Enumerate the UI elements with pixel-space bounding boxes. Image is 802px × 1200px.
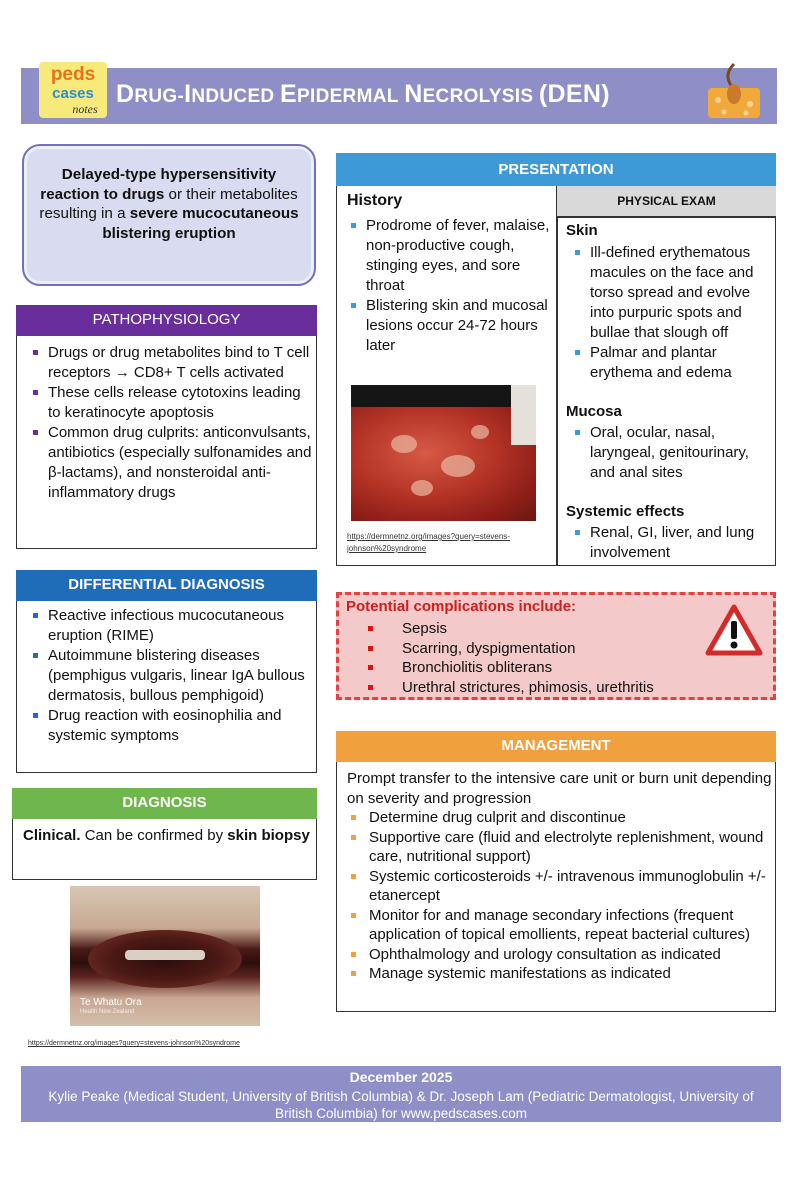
title-initial: N: [404, 80, 423, 108]
list-item: Manage systemic manifestations as indicated: [347, 964, 772, 984]
page-title: [116, 80, 610, 109]
physical-exam-heading: PHYSICAL EXAM: [557, 186, 776, 216]
diagnosis-heading: DIAGNOSIS: [12, 788, 317, 819]
list-item: Autoimmune blistering diseases (pemphigus vulgaris, linear IgA bullous dermatosis, bullous pemphigoid): [24, 646, 316, 706]
skin-lesion-photo: [351, 385, 536, 521]
photo-watermark: Te Whatu Ora: [80, 997, 142, 1008]
title-rest: ECROLYSIS: [422, 86, 539, 107]
list-item: Monitor for and manage secondary infections (frequent application of topical emollients, repeat bacterial cultures): [347, 906, 772, 945]
management-heading: MANAGEMENT: [336, 731, 776, 762]
list-item: Renal, GI, liver, and lung involvement: [566, 523, 774, 563]
skin-list: [566, 243, 774, 383]
management-intro: Prompt transfer to the intensive care unit or burn unit depending on severity and progression: [347, 770, 772, 807]
list-item: Urethral strictures, phimosis, urethritis: [356, 678, 696, 698]
definition-bold-2: severe mucocutaneous blistering eruption: [102, 205, 299, 242]
logo-cases: cases: [52, 85, 94, 102]
history-list: [342, 216, 554, 356]
skin-photo-link[interactable]: https://dermnetnz.org/images?query=stevens-johnson%20syndrome: [347, 532, 510, 553]
logo-notes: notes: [72, 102, 98, 116]
presentation-heading: PRESENTATION: [336, 153, 776, 186]
footer-credits: Kylie Peake (Medical Student, University of British Columbia) & Dr. Joseph Lam (Pediatric Dermatologist, University of British Columbia) for www.pedscases.com: [48, 1089, 754, 1121]
list-item: These cells release cytotoxins leading to keratinocyte apoptosis: [24, 383, 316, 423]
list-item: Sepsis: [356, 619, 696, 639]
list-item: Common drug culprits: anticonvulsants, antibiotics (especially sulfonamides and β-lactams), and nonsteroidal anti-inflammatory drugs: [24, 423, 316, 503]
pathophysiology-list: [24, 343, 316, 503]
complications-heading: Potential complications include:: [346, 598, 577, 615]
list-item: Supportive care (fluid and electrolyte replenishment, wound care, nutritional support): [347, 828, 772, 867]
list-item: Reactive infectious mucocutaneous eruption (RIME): [24, 606, 316, 646]
skin-heading: Skin: [566, 222, 598, 239]
list-item: Blistering skin and mucosal lesions occur 24-72 hours later: [342, 296, 554, 356]
management-list: [347, 808, 772, 984]
complications-list: [356, 619, 696, 697]
history-heading: History: [347, 192, 403, 209]
list-item: Scarring, dyspigmentation: [356, 639, 696, 659]
diagnosis-bold-2: skin biopsy: [227, 827, 310, 844]
differential-list: [24, 606, 316, 746]
title-rest: NDUCED: [191, 86, 281, 107]
title-initial: D: [116, 80, 135, 108]
differential-heading: DIFFERENTIAL DIAGNOSIS: [16, 570, 317, 601]
list-item: Ophthalmology and urology consultation as indicated: [347, 945, 772, 965]
list-item: Ill-defined erythematous macules on the face and torso spread and evolve into purpuric spots and bullae that slough off: [566, 243, 774, 343]
systemic-effects-list: [566, 523, 774, 563]
footer-date: December 2025: [349, 1069, 453, 1085]
list-item: Determine drug culprit and discontinue: [347, 808, 772, 828]
list-item: Prodrome of fever, malaise, non-productive cough, stinging eyes, and sore throat: [342, 216, 554, 296]
definition-bold-1: Delayed-type hypersensitivity reaction to drugs: [40, 166, 277, 203]
definition-text: [38, 165, 300, 243]
systemic-effects-heading: Systemic effects: [566, 503, 685, 520]
title-initial: (DEN): [538, 80, 610, 108]
hair-follicle-icon: [704, 60, 764, 122]
diagnosis-text: [23, 826, 311, 846]
physical-exam-divider: [557, 216, 776, 218]
title-rest: PIDERMAL: [297, 86, 405, 107]
list-item: Palmar and plantar erythema and edema: [566, 343, 774, 383]
diagnosis-bold-1: Clinical.: [23, 827, 81, 844]
column-divider: [556, 186, 558, 566]
definition-normal: or their metabolites resulting in a: [39, 185, 298, 222]
list-item: Drugs or drug metabolites bind to T cell receptors → CD8+ T cells activated: [24, 343, 316, 383]
list-item: Drug reaction with eosinophilia and systemic symptoms: [24, 706, 316, 746]
lips-photo-link[interactable]: https://dermnetnz.org/images?query=stevens-johnson%20syndrome: [28, 1040, 240, 1047]
title-initial: I: [184, 80, 192, 108]
list-item: Bronchiolitis obliterans: [356, 658, 696, 678]
pathophysiology-heading: PATHOPHYSIOLOGY: [16, 305, 317, 336]
mucosa-list: [566, 423, 774, 483]
diagnosis-normal: Can be confirmed by: [80, 827, 228, 844]
title-initial: E: [280, 80, 298, 108]
photo-watermark-sub: Health New Zealand: [80, 1009, 135, 1015]
warning-icon: [704, 603, 764, 659]
pedscases-logo: [37, 60, 109, 120]
title-rest: RUG-: [134, 86, 185, 107]
mucosa-heading: Mucosa: [566, 403, 622, 420]
logo-peds: peds: [50, 64, 96, 85]
list-item: Oral, ocular, nasal, laryngeal, genitourinary, and anal sites: [566, 423, 774, 483]
list-item: Systemic corticosteroids +/- intravenous immunoglobulin +/- etanercept: [347, 867, 772, 906]
